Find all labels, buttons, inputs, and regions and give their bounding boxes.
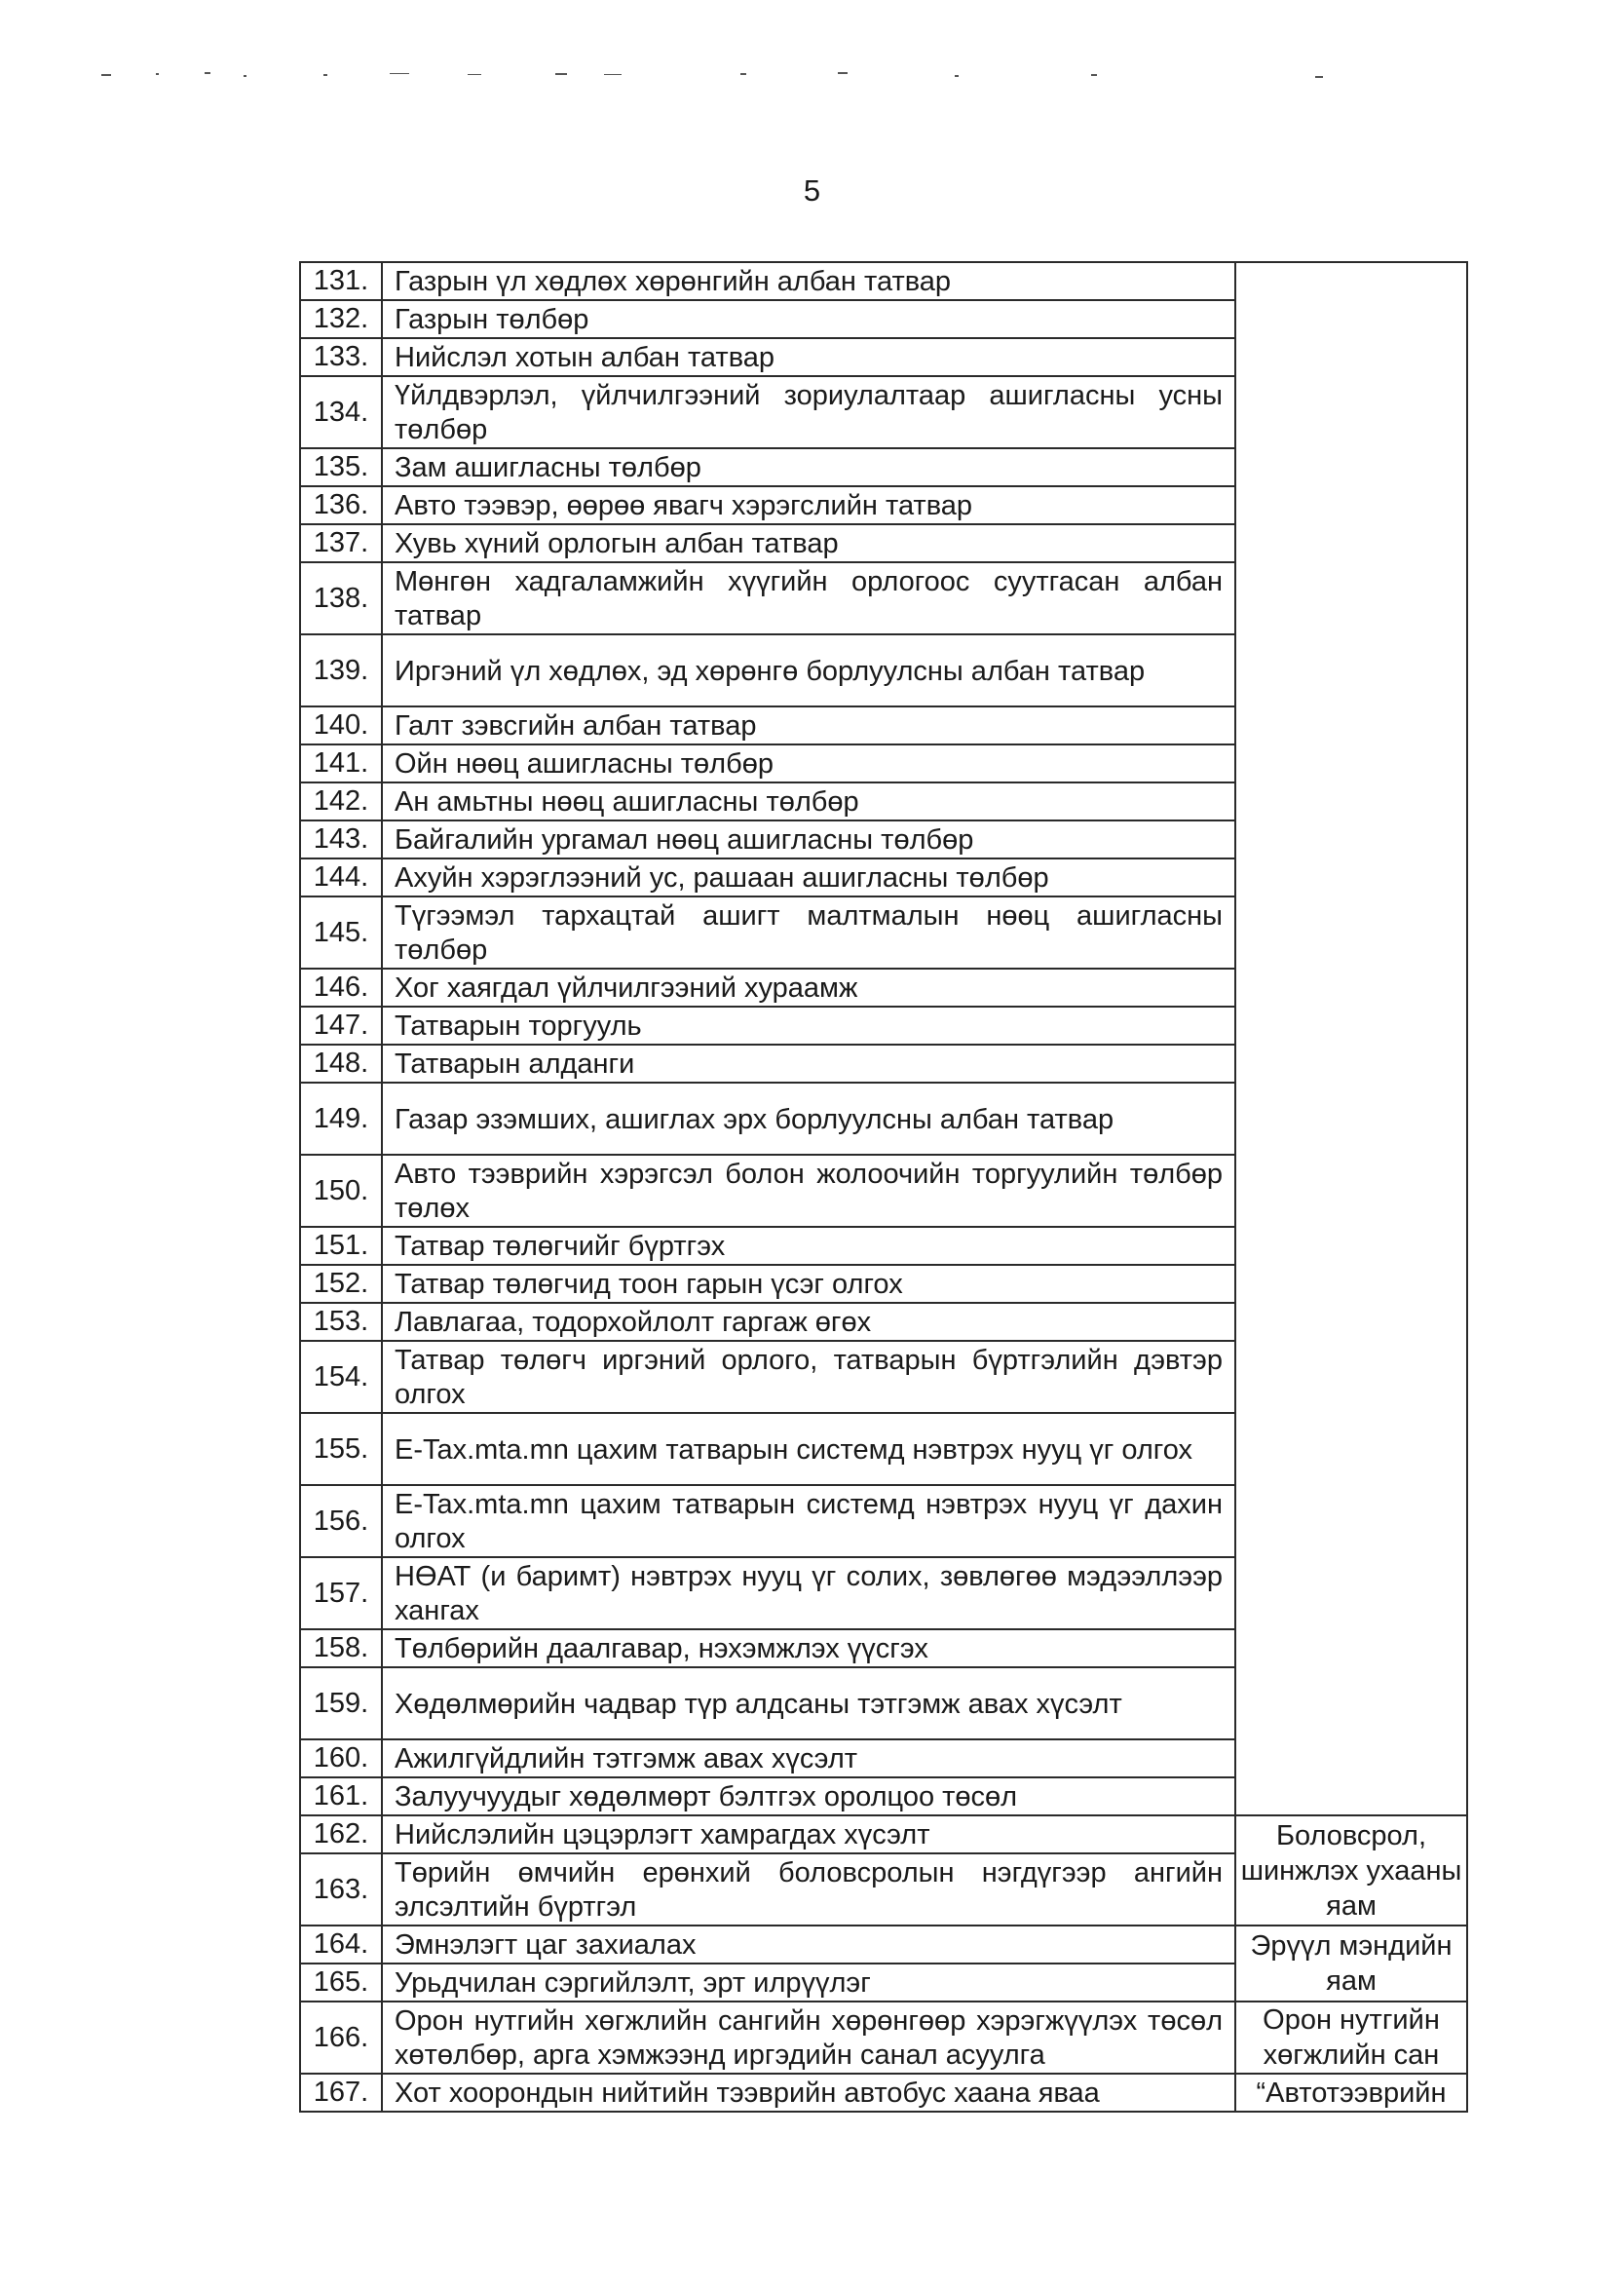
service-name: Авто тээвэр, өөрөө явагч хэрэгслийн татвар <box>382 486 1235 524</box>
service-name: Эмнэлэгт цаг захиалах <box>382 1926 1235 1964</box>
agency-cell-mta <box>1235 262 1467 1815</box>
service-name: Мөнгөн хадгаламжийн хүүгийн орлогоос суутгасан албан татвар <box>382 562 1235 634</box>
row-number: 141. <box>300 744 382 782</box>
service-name: Зам ашигласны төлбөр <box>382 448 1235 486</box>
row-number: 151. <box>300 1227 382 1265</box>
row-number: 154. <box>300 1341 382 1413</box>
row-number: 152. <box>300 1265 382 1303</box>
row-number: 167. <box>300 2074 382 2112</box>
service-name: Үйлдвэрлэл, үйлчилгээний зориулалтаар ашигласны усны төлбөр <box>382 376 1235 448</box>
row-number: 153. <box>300 1303 382 1341</box>
row-number: 163. <box>300 1853 382 1926</box>
service-name: Ажилгүйдлийн тэтгэмж авах хүсэлт <box>382 1739 1235 1777</box>
agency-cell-transport: “Автотээврийн <box>1235 2074 1467 2112</box>
row-number: 145. <box>300 896 382 969</box>
services-table <box>299 261 1468 2113</box>
page-number: 5 <box>803 173 821 208</box>
row-number: 133. <box>300 338 382 376</box>
service-name: E-Tax.mta.mn цахим татварын системд нэвтрэх нууц үг дахин олгох <box>382 1485 1235 1557</box>
row-number: 135. <box>300 448 382 486</box>
service-name: Залуучуудыг хөдөлмөрт бэлтгэх оролцоо төсөл <box>382 1777 1235 1815</box>
row-number: 148. <box>300 1045 382 1083</box>
table-row <box>300 1926 1467 1964</box>
service-name: Нийслэлийн цэцэрлэгт хамрагдах хүсэлт <box>382 1815 1235 1853</box>
services-table-body <box>300 262 1467 2112</box>
service-name: Ойн нөөц ашигласны төлбөр <box>382 744 1235 782</box>
service-name: Түгээмэл тархацтай ашигт малтмалын нөөц ашигласны төлбөр <box>382 896 1235 969</box>
table-row <box>300 262 1467 300</box>
service-name: Татвар төлөгчид тоон гарын үсэг олгох <box>382 1265 1235 1303</box>
row-number: 161. <box>300 1777 382 1815</box>
row-number: 140. <box>300 706 382 744</box>
row-number: 165. <box>300 1964 382 2002</box>
row-number: 139. <box>300 634 382 706</box>
table-row <box>300 2002 1467 2074</box>
row-number: 158. <box>300 1629 382 1667</box>
service-name: Татвар төлөгч иргэний орлого, татварын бүртгэлийн дэвтэр олгох <box>382 1341 1235 1413</box>
service-name: Газар эзэмших, ашиглах эрх борлуулсны албан татвар <box>382 1083 1235 1155</box>
row-number: 142. <box>300 782 382 820</box>
agency-cell-health: Эрүүл мэндийн яам <box>1235 1926 1467 2002</box>
service-name: Газрын үл хөдлөх хөрөнгийн албан татвар <box>382 262 1235 300</box>
row-number: 147. <box>300 1007 382 1045</box>
service-name: Байгалийн ургамал нөөц ашигласны төлбөр <box>382 820 1235 858</box>
row-number: 166. <box>300 2002 382 2074</box>
row-number: 144. <box>300 858 382 896</box>
row-number: 157. <box>300 1557 382 1629</box>
service-name: Хөдөлмөрийн чадвар түр алдсаны тэтгэмж авах хүсэлт <box>382 1667 1235 1739</box>
service-name: Иргэний үл хөдлөх, эд хөрөнгө борлуулсны албан татвар <box>382 634 1235 706</box>
service-name: Төрийн өмчийн ерөнхий боловсролын нэгдүгээр ангийн элсэлтийн бүртгэл <box>382 1853 1235 1926</box>
row-number: 150. <box>300 1155 382 1227</box>
row-number: 164. <box>300 1926 382 1964</box>
scan-noise-marks <box>97 68 1510 97</box>
service-name: Хувь хүний орлогын албан татвар <box>382 524 1235 562</box>
row-number: 132. <box>300 300 382 338</box>
row-number: 137. <box>300 524 382 562</box>
row-number: 159. <box>300 1667 382 1739</box>
table-row <box>300 1815 1467 1853</box>
row-number: 162. <box>300 1815 382 1853</box>
table-row <box>300 2074 1467 2112</box>
service-name: Төлбөрийн даалгавар, нэхэмжлэх үүсгэх <box>382 1629 1235 1667</box>
service-name: Татвар төлөгчийг бүртгэх <box>382 1227 1235 1265</box>
service-name: НӨАТ (и баримт) нэвтрэх нууц үг солих, зөвлөгөө мэдээллээр хангах <box>382 1557 1235 1629</box>
service-name: Татварын торгууль <box>382 1007 1235 1045</box>
service-name: Авто тээврийн хэрэгсэл болон жолоочийн торгуулийн төлбөр төлөх <box>382 1155 1235 1227</box>
service-name: Татварын алданги <box>382 1045 1235 1083</box>
service-name: Урьдчилан сэргийлэлт, эрт илрүүлэг <box>382 1964 1235 2002</box>
row-number: 134. <box>300 376 382 448</box>
service-name: Нийслэл хотын албан татвар <box>382 338 1235 376</box>
service-name: Орон нутгийн хөгжлийн сангийн хөрөнгөөр хэрэгжүүлэх төсөл хөтөлбөр, арга хэмжээнд иргэдийн санал асуулга <box>382 2002 1235 2074</box>
service-name: Галт зэвсгийн албан татвар <box>382 706 1235 744</box>
row-number: 136. <box>300 486 382 524</box>
service-name: Хот хоорондын нийтийн тээврийн автобус хаана яваа <box>382 2074 1235 2112</box>
row-number: 160. <box>300 1739 382 1777</box>
row-number: 149. <box>300 1083 382 1155</box>
service-name: Ан амьтны нөөц ашигласны төлбөр <box>382 782 1235 820</box>
row-number: 138. <box>300 562 382 634</box>
service-name: Ахуйн хэрэглээний ус, рашаан ашигласны төлбөр <box>382 858 1235 896</box>
service-name: Лавлагаа, тодорхойлолт гаргаж өгөх <box>382 1303 1235 1341</box>
row-number: 146. <box>300 969 382 1007</box>
row-number: 155. <box>300 1413 382 1485</box>
row-number: 131. <box>300 262 382 300</box>
service-name: E-Tax.mta.mn цахим татварын системд нэвтрэх нууц үг олгох <box>382 1413 1235 1485</box>
row-number: 156. <box>300 1485 382 1557</box>
service-name: Газрын төлбөр <box>382 300 1235 338</box>
agency-cell-local-dev-fund: Орон нутгийн хөгжлийн сан <box>1235 2002 1467 2074</box>
agency-cell-education: Боловсрол, шинжлэх ухааны яам <box>1235 1815 1467 1926</box>
service-name: Хог хаягдал үйлчилгээний хураамж <box>382 969 1235 1007</box>
row-number: 143. <box>300 820 382 858</box>
